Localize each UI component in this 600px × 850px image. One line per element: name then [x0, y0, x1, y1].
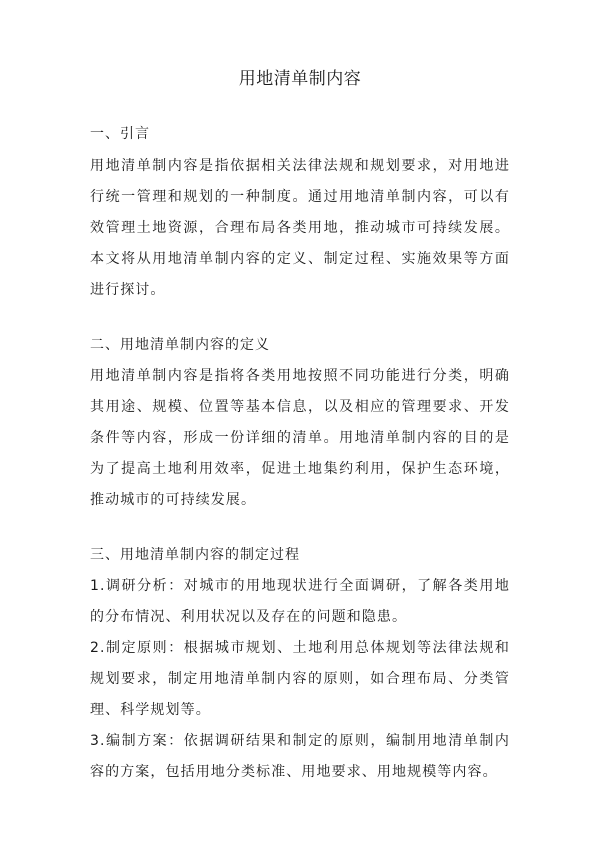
- process-step-research: 1.调研分析：对城市的用地现状进行全面调研，了解各类用地的分布情况、利用状况以及存在的问题和隐患。: [90, 578, 510, 625]
- process-step-plan: 3.编制方案：依据调研结果和制定的原则，编制用地清单制内容的方案，包括用地分类标准、用地要求、用地规模等内容。: [90, 733, 510, 780]
- document-title: 用地清单制内容: [238, 69, 362, 89]
- section-heading-intro: 一、引言: [90, 126, 150, 142]
- section-paragraph-intro: 用地清单制内容是指依据相关法律法规和规划要求，对用地进行统一管理和规划的一种制度。通过用地清单制内容，可以有效管理土地资源，合理布局各类用地，推动城市可持续发展。本文将从用地清单制内容的定义、制定过程、实施效果等方面进行探讨。: [90, 158, 510, 298]
- section-heading-process: 三、用地清单制内容的制定过程: [90, 547, 300, 563]
- process-step-principles: 2.制定原则：根据城市规划、土地利用总体规划等法律法规和规划要求，制定用地清单制内容的原则，如合理布局、分类管理、科学规划等。: [90, 640, 510, 718]
- section-paragraph-definition: 用地清单制内容是指将各类用地按照不同功能进行分类，明确其用途、规模、位置等基本信息，以及相应的管理要求、开发条件等内容，形成一份详细的清单。用地清单制内容的目的是为了提高土地利用效率，促进土地集约利用，保护生态环境，推动城市的可持续发展。: [90, 368, 510, 508]
- section-heading-definition: 二、用地清单制内容的定义: [90, 337, 270, 353]
